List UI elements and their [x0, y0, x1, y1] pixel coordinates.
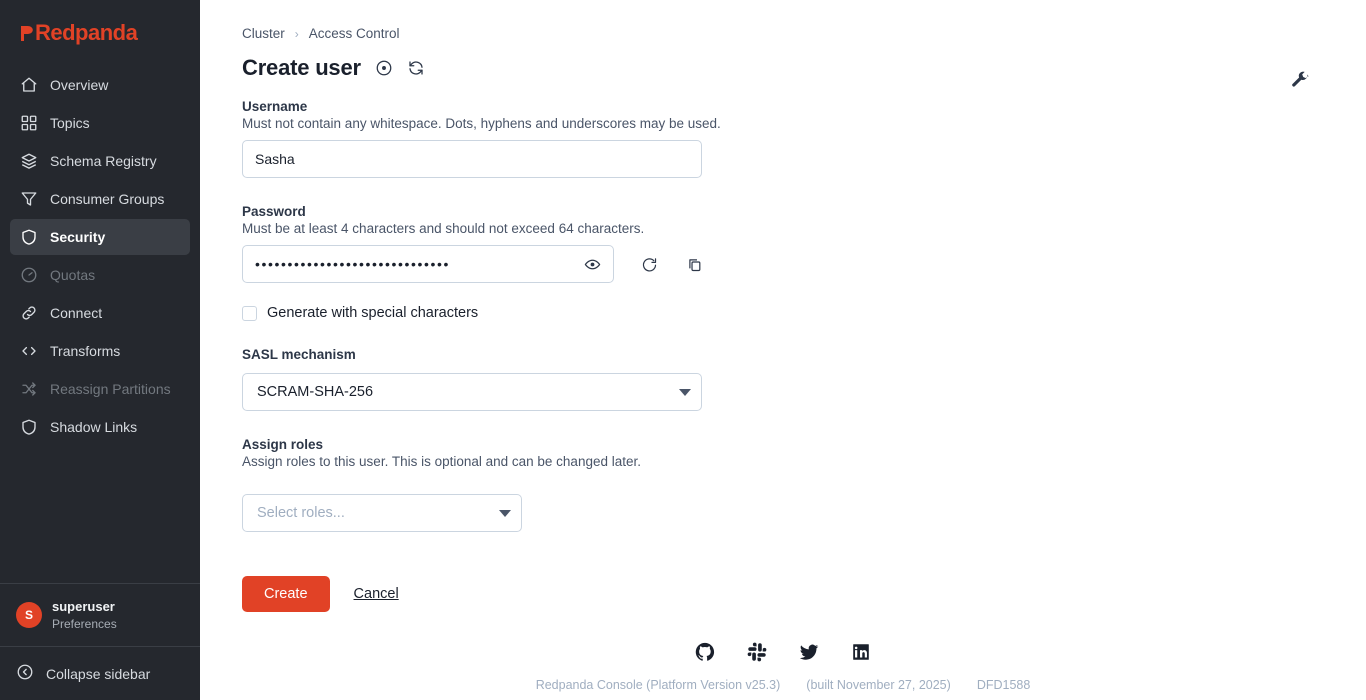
sidebar-item-connect[interactable]	[10, 295, 190, 331]
user-lines	[52, 598, 117, 632]
gauge-icon	[20, 266, 38, 284]
password-hint: Must be at least 4 characters and should not exceed 64 characters.	[242, 221, 645, 236]
sidebar-item-label: Quotas	[50, 267, 96, 283]
sidebar-item-label: Overview	[50, 77, 109, 93]
chevron-down-icon	[499, 510, 511, 517]
footer-text	[536, 678, 1031, 692]
avatar: S	[16, 602, 42, 628]
sidebar-item-label: Shadow Links	[50, 419, 138, 435]
sasl-label: SASL mechanism	[242, 347, 356, 362]
sidebar-item-label: Consumer Groups	[50, 191, 165, 207]
link-icon	[20, 304, 38, 322]
password-row	[242, 245, 1324, 283]
sidebar-item-label: Reassign Partitions	[50, 381, 171, 397]
sidebar-item-label: Security	[50, 229, 106, 245]
sidebar-item-security[interactable]	[10, 219, 190, 255]
assign-roles-label: Assign roles	[242, 437, 324, 452]
grid-icon	[20, 114, 38, 132]
info-circle-icon[interactable]	[375, 59, 393, 77]
slack-icon[interactable]	[746, 641, 768, 668]
cancel-button[interactable]: Cancel	[353, 586, 399, 602]
sidebar-item-consumer-groups[interactable]	[10, 181, 190, 217]
footer	[200, 641, 1366, 692]
password-label: Password	[242, 204, 306, 219]
username-input[interactable]	[242, 140, 702, 178]
sidebar-item-label: Topics	[50, 115, 90, 131]
page-title: Create user	[242, 55, 361, 80]
sidebar-item-reassign-partitions[interactable]	[10, 371, 190, 407]
home-icon	[20, 76, 38, 94]
sidebar-item-overview[interactable]	[10, 67, 190, 103]
refresh-icon[interactable]	[407, 59, 425, 77]
redpanda-mark-icon	[20, 23, 34, 43]
regenerate-password-icon[interactable]	[632, 245, 666, 283]
social-links	[694, 641, 872, 668]
shield-icon	[20, 228, 38, 246]
title-row	[242, 55, 1324, 81]
sidebar-item-label: Connect	[50, 305, 103, 321]
assign-roles-hint: Assign roles to this user. This is optional and can be changed later.	[242, 454, 641, 469]
console-version: Redpanda Console (Platform Version v25.3)	[535, 678, 781, 692]
collapse-sidebar-button[interactable]	[0, 646, 200, 700]
create-button[interactable]: Create	[242, 576, 330, 612]
password-field-group	[242, 204, 1324, 321]
chevron-left-icon	[16, 663, 34, 684]
username-field-group	[242, 99, 1324, 178]
sasl-mechanism-value: SCRAM-SHA-256	[257, 384, 374, 400]
breadcrumb-separator-icon: ›	[294, 26, 299, 41]
sidebar-item-transforms[interactable]	[10, 333, 190, 369]
github-icon[interactable]	[694, 641, 716, 668]
username-hint: Must not contain any whitespace. Dots, hyphens and underscores may be used.	[242, 116, 721, 131]
copy-password-icon[interactable]	[677, 245, 711, 283]
generate-special-row	[242, 305, 1324, 321]
assign-roles-field-group	[242, 437, 1324, 532]
user-name: superuser	[52, 599, 115, 615]
sidebar-item-shadow-links[interactable]	[10, 409, 190, 445]
sidebar	[0, 0, 200, 700]
brand-logo[interactable]	[0, 0, 200, 58]
filter-icon	[20, 190, 38, 208]
sidebar-nav	[0, 66, 200, 446]
main-content	[200, 0, 1366, 700]
sasl-field-group	[242, 347, 1324, 411]
generate-special-label[interactable]: Generate with special characters	[267, 305, 479, 321]
sidebar-item-label: Schema Registry	[50, 153, 157, 169]
sidebar-item-schema-registry[interactable]	[10, 143, 190, 179]
sidebar-item-topics[interactable]	[10, 105, 190, 141]
collapse-sidebar-label: Collapse sidebar	[46, 665, 151, 682]
generate-special-checkbox[interactable]	[242, 306, 257, 321]
sidebar-spacer	[0, 446, 200, 583]
form-actions	[242, 576, 1324, 612]
assign-roles-select[interactable]	[242, 494, 522, 532]
code-icon	[20, 342, 38, 360]
eye-icon[interactable]	[581, 253, 603, 275]
password-masked-value: ••••••••••••••••••••••••••••••	[255, 256, 451, 272]
breadcrumb-access-control[interactable]: Access Control	[308, 26, 400, 41]
shuffle-icon	[20, 380, 38, 398]
username-label: Username	[242, 99, 308, 114]
breadcrumb-cluster[interactable]: Cluster	[242, 26, 285, 41]
sidebar-item-label: Transforms	[50, 343, 121, 359]
shield-outline-icon	[20, 418, 38, 436]
build-date: (built November 27, 2025)	[806, 678, 951, 692]
breadcrumb	[242, 26, 1324, 41]
chevron-down-icon	[679, 389, 691, 396]
brand-name: Redpanda	[35, 20, 138, 45]
password-input[interactable]	[242, 245, 614, 283]
preferences-link[interactable]: Preferences	[52, 616, 117, 631]
assign-roles-placeholder: Select roles...	[257, 505, 345, 521]
content-area	[200, 0, 1366, 612]
twitter-icon[interactable]	[798, 641, 820, 668]
layers-icon	[20, 152, 38, 170]
sasl-mechanism-select[interactable]	[242, 373, 702, 411]
sidebar-item-quotas[interactable]	[10, 257, 190, 293]
linkedin-icon[interactable]	[850, 641, 872, 668]
build-hash: DFD1588	[976, 678, 1031, 692]
sidebar-user-block[interactable]	[0, 583, 200, 646]
wrench-icon[interactable]	[1290, 70, 1310, 90]
